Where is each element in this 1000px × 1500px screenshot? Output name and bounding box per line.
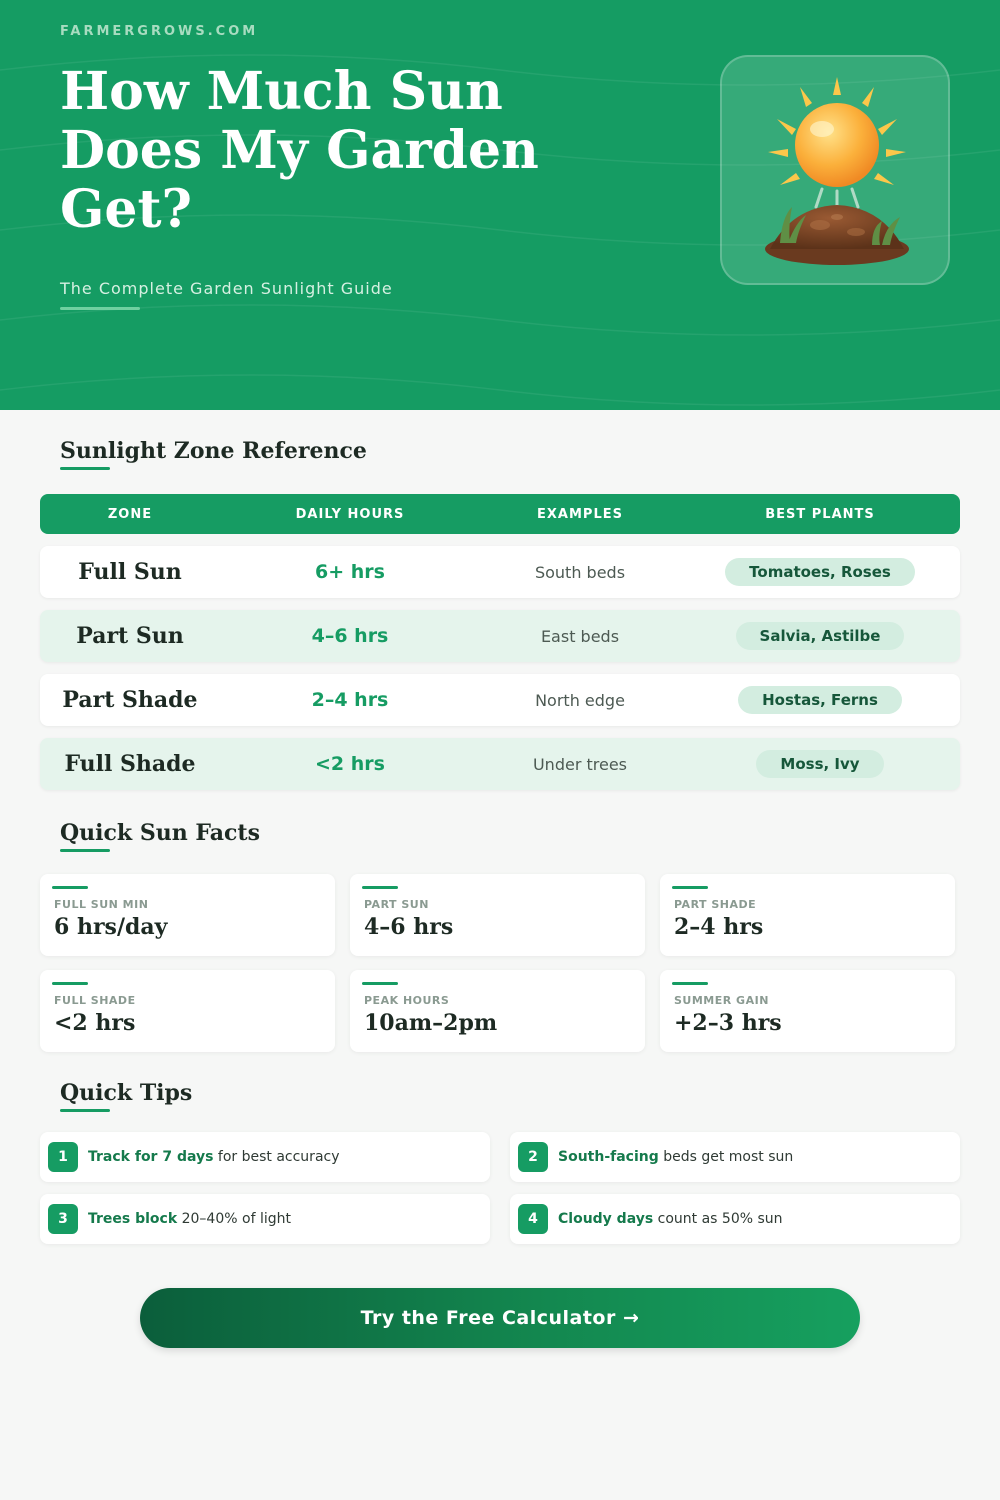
example-location: East beds (540, 626, 620, 646)
fact-accent-bar (52, 886, 88, 889)
sun-over-soil-mound-icon (722, 57, 952, 287)
free-calculator-button[interactable]: Try the Free Calculator → (140, 1288, 860, 1348)
zone-name: Full Shade (64, 751, 196, 777)
section-underline (60, 849, 110, 852)
best-plants-badge: Salvia, Astilbe (736, 622, 905, 650)
column-header-examples: EXAMPLES (537, 506, 623, 522)
tip-emphasis: Track for 7 days (88, 1149, 214, 1165)
fact-value: 2–4 hrs (674, 914, 764, 940)
site-name: FARMERGROWS.COM (60, 24, 259, 39)
daily-hours: <2 hrs (315, 753, 385, 775)
fact-value: +2–3 hrs (674, 1010, 782, 1036)
fact-value: 6 hrs/day (54, 914, 168, 940)
table-row (40, 546, 960, 598)
fact-accent-bar (362, 982, 398, 985)
tip-rest: count as 50% sun (653, 1211, 783, 1227)
section-underline (60, 1109, 110, 1112)
fact-label: PART SUN (364, 898, 429, 911)
fact-label: FULL SHADE (54, 994, 136, 1007)
section-underline (60, 467, 110, 470)
table-row (40, 738, 960, 790)
tip-rest: for best accuracy (213, 1149, 340, 1165)
fact-card (40, 874, 335, 956)
tip-number-badge: 3 (48, 1204, 78, 1234)
tip-card (40, 1132, 490, 1182)
subtitle-underline (60, 307, 140, 310)
fact-card (40, 970, 335, 1052)
fact-label: FULL SUN MIN (54, 898, 149, 911)
tip-text (558, 1149, 793, 1165)
table-row (40, 674, 960, 726)
best-plants-badge: Hostas, Ferns (738, 686, 902, 714)
section-title-zones: Sunlight Zone Reference (60, 438, 367, 464)
tip-text (88, 1211, 291, 1227)
fact-accent-bar (52, 982, 88, 985)
page-subtitle: The Complete Garden Sunlight Guide (60, 279, 393, 298)
tip-rest: beds get most sun (658, 1149, 794, 1165)
page-title: How Much Sun Does My Garden Get? (60, 61, 539, 240)
tip-text (558, 1211, 783, 1227)
tip-emphasis: South-facing (558, 1149, 659, 1165)
tip-rest: 20–40% of light (177, 1211, 291, 1227)
zone-name: Full Sun (78, 559, 182, 585)
table-row (40, 610, 960, 662)
column-header-daily-hours: DAILY HOURS (295, 506, 405, 522)
tip-text (88, 1149, 340, 1165)
fact-card (350, 874, 645, 956)
example-location: South beds (534, 562, 626, 582)
section-title-tips: Quick Tips (60, 1080, 193, 1106)
section-title-facts: Quick Sun Facts (60, 820, 260, 846)
hero-illustration-card (720, 55, 950, 285)
fact-label: PEAK HOURS (364, 994, 450, 1007)
zone-name: Part Sun (76, 623, 184, 649)
tip-card (40, 1194, 490, 1244)
fact-value: 10am–2pm (364, 1010, 498, 1036)
tip-emphasis: Cloudy days (558, 1211, 654, 1227)
fact-value: 4–6 hrs (364, 914, 454, 940)
tip-number-badge: 2 (518, 1142, 548, 1172)
fact-value: <2 hrs (54, 1010, 136, 1036)
tip-card (510, 1132, 960, 1182)
tip-number-badge: 4 (518, 1204, 548, 1234)
daily-hours: 4–6 hrs (311, 625, 389, 647)
best-plants-badge: Moss, Ivy (756, 750, 883, 778)
tip-number-badge: 1 (48, 1142, 78, 1172)
daily-hours: 2–4 hrs (311, 689, 389, 711)
example-location: North edge (535, 690, 625, 710)
fact-card (660, 874, 955, 956)
fact-accent-bar (362, 886, 398, 889)
fact-card (350, 970, 645, 1052)
fact-card (660, 970, 955, 1052)
hero-header (0, 0, 1000, 410)
fact-accent-bar (672, 982, 708, 985)
fact-label: SUMMER GAIN (674, 994, 769, 1007)
table-header (40, 494, 960, 534)
daily-hours: 6+ hrs (315, 561, 385, 583)
best-plants-badge: Tomatoes, Roses (725, 558, 915, 586)
tip-card (510, 1194, 960, 1244)
zone-name: Part Shade (62, 687, 198, 713)
tip-emphasis: Trees block (88, 1211, 178, 1227)
fact-accent-bar (672, 886, 708, 889)
fact-label: PART SHADE (674, 898, 757, 911)
column-header-zone: ZONE (107, 506, 153, 522)
column-header-best-plants: BEST PLANTS (765, 506, 875, 522)
example-location: Under trees (532, 754, 628, 774)
